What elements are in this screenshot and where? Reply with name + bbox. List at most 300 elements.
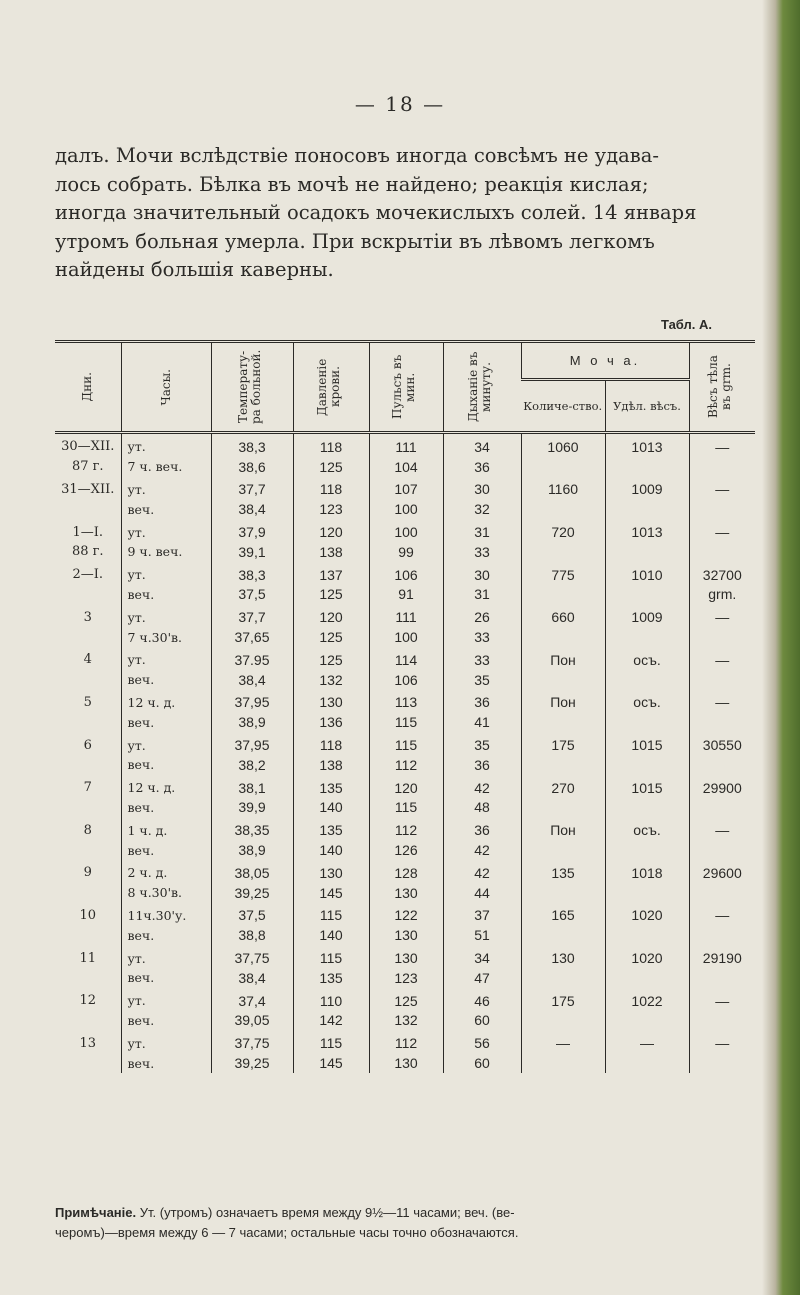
table-row [55, 1053, 755, 1073]
cell-pulse: 100 [369, 499, 443, 519]
cell-temperature: 39,1 [211, 542, 293, 562]
cell-breathing: 37 [443, 903, 521, 926]
cell-urine-gravity: осъ. [605, 817, 689, 840]
cell-time: веч. [121, 925, 211, 945]
cell-time: 1 ч. д. [121, 817, 211, 840]
cell-pressure: 132 [293, 670, 369, 690]
cell-temperature: 38,8 [211, 925, 293, 945]
cell-time: ут. [121, 433, 211, 457]
cell-temperature: 38,4 [211, 670, 293, 690]
cell-urine-amount: 720 [521, 519, 605, 542]
cell-pressure: 130 [293, 860, 369, 883]
cell-temperature: 37,7 [211, 604, 293, 627]
cell-body-weight: 30550 [689, 732, 755, 755]
cell-temperature: 39,25 [211, 883, 293, 903]
cell-pressure: 138 [293, 542, 369, 562]
cell-day [55, 1011, 121, 1031]
footnote [55, 1203, 765, 1243]
cell-pressure: 135 [293, 968, 369, 988]
cell-breathing: 47 [443, 968, 521, 988]
table-body [55, 433, 755, 1073]
cell-day: 9 [83, 865, 92, 881]
cell-pressure: 125 [293, 647, 369, 670]
cell-breathing: 42 [443, 775, 521, 798]
header-urine-gravity: Удѣл. вѣсъ. [605, 380, 689, 433]
cell-day [55, 712, 121, 732]
cell-pulse: 112 [369, 755, 443, 775]
cell-pressure: 140 [293, 798, 369, 818]
cell-breathing: 26 [443, 604, 521, 627]
cell-urine-gravity: 1020 [605, 945, 689, 968]
cell-pulse: 100 [369, 519, 443, 542]
cell-body-weight [689, 1011, 755, 1031]
cell-time: 9 ч. веч. [121, 542, 211, 562]
table-row [55, 670, 755, 690]
cell-day: 8 [83, 822, 92, 838]
cell-pulse: 114 [369, 647, 443, 670]
table-row [55, 519, 755, 542]
clinical-data-table [55, 340, 755, 1073]
cell-urine-gravity [605, 840, 689, 860]
cell-breathing: 36 [443, 457, 521, 477]
cell-pressure: 130 [293, 690, 369, 713]
table-row [55, 798, 755, 818]
cell-urine-amount: 775 [521, 562, 605, 585]
cell-pressure: 136 [293, 712, 369, 732]
table-row [55, 562, 755, 585]
cell-day: 10 [79, 907, 97, 923]
cell-urine-gravity [605, 627, 689, 647]
cell-body-weight: 29600 [689, 860, 755, 883]
cell-time: 8 ч.30'в. [121, 883, 211, 903]
cell-pulse: 122 [369, 903, 443, 926]
cell-body-weight [689, 670, 755, 690]
cell-day: 88 г. [71, 544, 104, 560]
cell-temperature: 38,05 [211, 860, 293, 883]
cell-body-weight [689, 968, 755, 988]
cell-pulse: 113 [369, 690, 443, 713]
cell-temperature: 37,9 [211, 519, 293, 542]
cell-pulse: 115 [369, 798, 443, 818]
cell-time: 12 ч. д. [121, 690, 211, 713]
cell-temperature: 37,7 [211, 477, 293, 500]
cell-urine-gravity: 1009 [605, 604, 689, 627]
cell-temperature: 39,05 [211, 1011, 293, 1031]
cell-pressure: 115 [293, 945, 369, 968]
table-row [55, 542, 755, 562]
table-row [55, 585, 755, 605]
cell-time: ут. [121, 562, 211, 585]
cell-time: 11ч.30'у. [121, 903, 211, 926]
cell-urine-amount [521, 499, 605, 519]
cell-pulse: 115 [369, 712, 443, 732]
table-row [55, 732, 755, 755]
cell-temperature: 37,5 [211, 903, 293, 926]
cell-body-weight: — [689, 817, 755, 840]
cell-urine-gravity [605, 925, 689, 945]
cell-urine-gravity [605, 883, 689, 903]
cell-pressure: 145 [293, 883, 369, 903]
cell-time: ут. [121, 519, 211, 542]
cell-time: веч. [121, 712, 211, 732]
cell-day [55, 883, 121, 903]
cell-urine-gravity [605, 712, 689, 732]
cell-urine-gravity: 1013 [605, 433, 689, 457]
cell-urine-amount [521, 585, 605, 605]
cell-pressure: 140 [293, 840, 369, 860]
cell-urine-gravity: 1010 [605, 562, 689, 585]
cell-pulse: 107 [369, 477, 443, 500]
cell-day: 3 [83, 609, 92, 625]
cell-urine-gravity: — [605, 1030, 689, 1053]
cell-breathing: 33 [443, 542, 521, 562]
cell-pressure: 123 [293, 499, 369, 519]
table-row [55, 968, 755, 988]
table-row [55, 1011, 755, 1031]
cell-body-weight: — [689, 647, 755, 670]
cell-temperature: 38,1 [211, 775, 293, 798]
cell-breathing: 44 [443, 883, 521, 903]
header-days: Дни. [55, 342, 121, 433]
cell-time: веч. [121, 1053, 211, 1073]
table-row [55, 883, 755, 903]
cell-body-weight: — [689, 903, 755, 926]
cell-pulse: 130 [369, 925, 443, 945]
cell-pressure: 137 [293, 562, 369, 585]
cell-urine-gravity: 1009 [605, 477, 689, 500]
cell-day [55, 1053, 121, 1073]
cell-pressure: 115 [293, 903, 369, 926]
cell-body-weight: — [689, 604, 755, 627]
cell-body-weight: 29900 [689, 775, 755, 798]
cell-temperature: 38,6 [211, 457, 293, 477]
cell-urine-amount: Пон [521, 647, 605, 670]
cell-body-weight: grm. [689, 585, 755, 605]
cell-urine-amount [521, 1011, 605, 1031]
cell-urine-gravity: 1013 [605, 519, 689, 542]
cell-temperature: 37.95 [211, 647, 293, 670]
cell-urine-amount [521, 883, 605, 903]
cell-pulse: 130 [369, 883, 443, 903]
cell-temperature: 38,4 [211, 499, 293, 519]
cell-pressure: 125 [293, 457, 369, 477]
table-row [55, 627, 755, 647]
cell-pulse: 100 [369, 627, 443, 647]
cell-body-weight [689, 883, 755, 903]
cell-temperature: 37,4 [211, 988, 293, 1011]
cell-body-weight [689, 542, 755, 562]
cell-breathing: 42 [443, 860, 521, 883]
cell-body-weight: 32700 [689, 562, 755, 585]
cell-breathing: 60 [443, 1011, 521, 1031]
cell-pulse: 126 [369, 840, 443, 860]
cell-pressure: 135 [293, 817, 369, 840]
cell-breathing: 42 [443, 840, 521, 860]
table-row [55, 817, 755, 840]
header-hours: Часы. [121, 342, 211, 433]
cell-day [55, 798, 121, 818]
cell-day: 30—XII. [61, 439, 115, 455]
cell-time: ут. [121, 988, 211, 1011]
cell-day [55, 627, 121, 647]
table-row [55, 477, 755, 500]
header-urine-amount: Количе-ство. [521, 380, 605, 433]
cell-pressure: 110 [293, 988, 369, 1011]
cell-urine-gravity [605, 542, 689, 562]
table-row [55, 860, 755, 883]
cell-breathing: 31 [443, 519, 521, 542]
cell-breathing: 30 [443, 562, 521, 585]
header-pulse: Пульсъ въ мин. [369, 342, 443, 433]
data-table-wrapper [55, 340, 755, 1073]
cell-pressure: 120 [293, 604, 369, 627]
cell-breathing: 30 [443, 477, 521, 500]
cell-body-weight: — [689, 690, 755, 713]
paragraph-line: утромъ больная умерла. При вскрытіи въ лѣвомъ легкомъ [55, 229, 655, 253]
cell-urine-amount: 165 [521, 903, 605, 926]
footnote-text-line2: черомъ)—время между 6 — 7 часами; остальные часы точно обозначаются. [55, 1225, 519, 1240]
cell-breathing: 36 [443, 817, 521, 840]
table-row [55, 755, 755, 775]
cell-pulse: 132 [369, 1011, 443, 1031]
cell-time: веч. [121, 840, 211, 860]
cell-day: 6 [83, 737, 92, 753]
paragraph-line: лось собрать. Бѣлка въ мочѣ не найдено; реакція кислая; [55, 172, 649, 196]
cell-pulse: 112 [369, 1030, 443, 1053]
cell-pressure: 115 [293, 1030, 369, 1053]
cell-temperature: 37,75 [211, 1030, 293, 1053]
cell-urine-gravity [605, 457, 689, 477]
cell-urine-gravity: осъ. [605, 647, 689, 670]
cell-urine-amount: 175 [521, 732, 605, 755]
cell-temperature: 37,75 [211, 945, 293, 968]
cell-breathing: 33 [443, 627, 521, 647]
cell-day [55, 755, 121, 775]
cell-time: веч. [121, 798, 211, 818]
cell-day: 7 [83, 780, 92, 796]
cell-breathing: 56 [443, 1030, 521, 1053]
cell-urine-amount: Пон [521, 690, 605, 713]
table-label: Табл. А. [660, 317, 712, 332]
cell-urine-amount [521, 457, 605, 477]
cell-time: веч. [121, 499, 211, 519]
cell-body-weight: — [689, 477, 755, 500]
cell-urine-amount: 135 [521, 860, 605, 883]
cell-temperature: 38,9 [211, 712, 293, 732]
cell-body-weight: — [689, 1030, 755, 1053]
table-row [55, 604, 755, 627]
cell-day: 1—I. [72, 524, 104, 540]
cell-urine-gravity: 1018 [605, 860, 689, 883]
cell-urine-amount: 175 [521, 988, 605, 1011]
header-urine: М о ч а. [521, 342, 689, 380]
cell-body-weight [689, 1053, 755, 1073]
table-row [55, 690, 755, 713]
cell-body-weight [689, 755, 755, 775]
cell-breathing: 36 [443, 690, 521, 713]
cell-body-weight: 29190 [689, 945, 755, 968]
cell-urine-amount [521, 712, 605, 732]
cell-body-weight: — [689, 519, 755, 542]
cell-pressure: 135 [293, 775, 369, 798]
cell-urine-gravity [605, 1011, 689, 1031]
cell-time: ут. [121, 647, 211, 670]
cell-body-weight [689, 499, 755, 519]
cell-pulse: 123 [369, 968, 443, 988]
cell-body-weight: — [689, 433, 755, 457]
cell-pressure: 125 [293, 585, 369, 605]
cell-urine-amount: 130 [521, 945, 605, 968]
table-header [55, 342, 755, 433]
table-row [55, 988, 755, 1011]
cell-time: 7 ч.30'в. [121, 627, 211, 647]
cell-pressure: 140 [293, 925, 369, 945]
cell-breathing: 48 [443, 798, 521, 818]
cell-body-weight: — [689, 988, 755, 1011]
cell-day: 13 [79, 1035, 97, 1051]
cell-pressure: 138 [293, 755, 369, 775]
cell-body-weight [689, 627, 755, 647]
cell-pressure: 118 [293, 732, 369, 755]
cell-day [55, 585, 121, 605]
cell-urine-gravity [605, 755, 689, 775]
cell-pressure: 142 [293, 1011, 369, 1031]
cell-pressure: 118 [293, 433, 369, 457]
cell-urine-gravity: 1022 [605, 988, 689, 1011]
cell-breathing: 60 [443, 1053, 521, 1073]
cell-urine-amount [521, 1053, 605, 1073]
cell-urine-amount: 1060 [521, 433, 605, 457]
cell-urine-amount [521, 968, 605, 988]
cell-time: 7 ч. веч. [121, 457, 211, 477]
cell-time: веч. [121, 585, 211, 605]
cell-urine-gravity [605, 585, 689, 605]
page-number: — 18 — [354, 92, 446, 116]
cell-breathing: 34 [443, 945, 521, 968]
cell-pulse: 111 [369, 604, 443, 627]
cell-urine-gravity [605, 1053, 689, 1073]
cell-day: 2—I. [72, 567, 104, 583]
cell-day: 87 г. [71, 459, 104, 475]
cell-breathing: 36 [443, 755, 521, 775]
cell-breathing: 41 [443, 712, 521, 732]
cell-temperature: 37,5 [211, 585, 293, 605]
cell-urine-amount: — [521, 1030, 605, 1053]
cell-urine-amount: 660 [521, 604, 605, 627]
cell-urine-amount [521, 840, 605, 860]
cell-urine-amount: Пон [521, 817, 605, 840]
cell-day [55, 840, 121, 860]
cell-day: 4 [83, 652, 92, 668]
cell-time: 12 ч. д. [121, 775, 211, 798]
cell-pulse: 106 [369, 670, 443, 690]
cell-temperature: 37,65 [211, 627, 293, 647]
cell-temperature: 38,2 [211, 755, 293, 775]
cell-day [55, 499, 121, 519]
table-row [55, 1030, 755, 1053]
body-paragraph [55, 142, 745, 285]
table-row [55, 945, 755, 968]
cell-pressure: 145 [293, 1053, 369, 1073]
cell-body-weight [689, 925, 755, 945]
cell-body-weight [689, 457, 755, 477]
header-pressure: Давленіе крови. [293, 342, 369, 433]
table-row [55, 925, 755, 945]
paragraph-line: далъ. Мочи вслѣдствіе поносовъ иногда совсѣмъ не удава- [55, 144, 659, 167]
table-row [55, 647, 755, 670]
paragraph-line: иногда значительный осадокъ мочекислыхъ солей. 14 января [55, 201, 697, 224]
footnote-label: Примѣчаніе. [55, 1205, 137, 1220]
table-row [55, 457, 755, 477]
cell-time: 2 ч. д. [121, 860, 211, 883]
cell-time: ут. [121, 477, 211, 500]
cell-urine-gravity: 1015 [605, 775, 689, 798]
cell-body-weight [689, 712, 755, 732]
cell-temperature: 38,35 [211, 817, 293, 840]
page-edge-decoration [762, 0, 800, 1295]
cell-temperature: 37,95 [211, 690, 293, 713]
cell-day [55, 670, 121, 690]
cell-day [55, 925, 121, 945]
cell-pulse: 106 [369, 562, 443, 585]
cell-pulse: 115 [369, 732, 443, 755]
cell-pulse: 130 [369, 1053, 443, 1073]
cell-pulse: 104 [369, 457, 443, 477]
cell-time: ут. [121, 604, 211, 627]
table-row [55, 499, 755, 519]
cell-time: веч. [121, 1011, 211, 1031]
cell-urine-amount: 270 [521, 775, 605, 798]
cell-day: 5 [83, 694, 92, 710]
cell-pressure: 120 [293, 519, 369, 542]
table-row [55, 840, 755, 860]
cell-temperature: 39,9 [211, 798, 293, 818]
cell-time: веч. [121, 670, 211, 690]
cell-urine-gravity [605, 670, 689, 690]
cell-urine-amount [521, 627, 605, 647]
header-temperature: Температу-ра больной. [211, 342, 293, 433]
cell-urine-amount: 1160 [521, 477, 605, 500]
cell-urine-gravity [605, 798, 689, 818]
cell-breathing: 46 [443, 988, 521, 1011]
table-row [55, 903, 755, 926]
cell-urine-gravity: 1020 [605, 903, 689, 926]
cell-temperature: 38,3 [211, 562, 293, 585]
cell-time: ут. [121, 945, 211, 968]
cell-pulse: 130 [369, 945, 443, 968]
cell-day: 31—XII. [61, 481, 115, 497]
cell-urine-amount [521, 755, 605, 775]
cell-breathing: 31 [443, 585, 521, 605]
cell-pressure: 118 [293, 477, 369, 500]
cell-pulse: 112 [369, 817, 443, 840]
footnote-text-line1: Ут. (утромъ) означаетъ время между 9½—11 часами; веч. (ве- [139, 1205, 515, 1220]
cell-urine-amount [521, 542, 605, 562]
cell-temperature: 38,3 [211, 433, 293, 457]
cell-breathing: 35 [443, 732, 521, 755]
cell-day: 12 [79, 993, 97, 1009]
cell-body-weight [689, 798, 755, 818]
cell-urine-gravity [605, 968, 689, 988]
cell-breathing: 35 [443, 670, 521, 690]
cell-pulse: 128 [369, 860, 443, 883]
cell-pulse: 125 [369, 988, 443, 1011]
cell-time: ут. [121, 1030, 211, 1053]
cell-time: веч. [121, 968, 211, 988]
cell-urine-amount [521, 670, 605, 690]
cell-urine-gravity: 1015 [605, 732, 689, 755]
header-breathing: Дыханіе въ минуту. [443, 342, 521, 433]
